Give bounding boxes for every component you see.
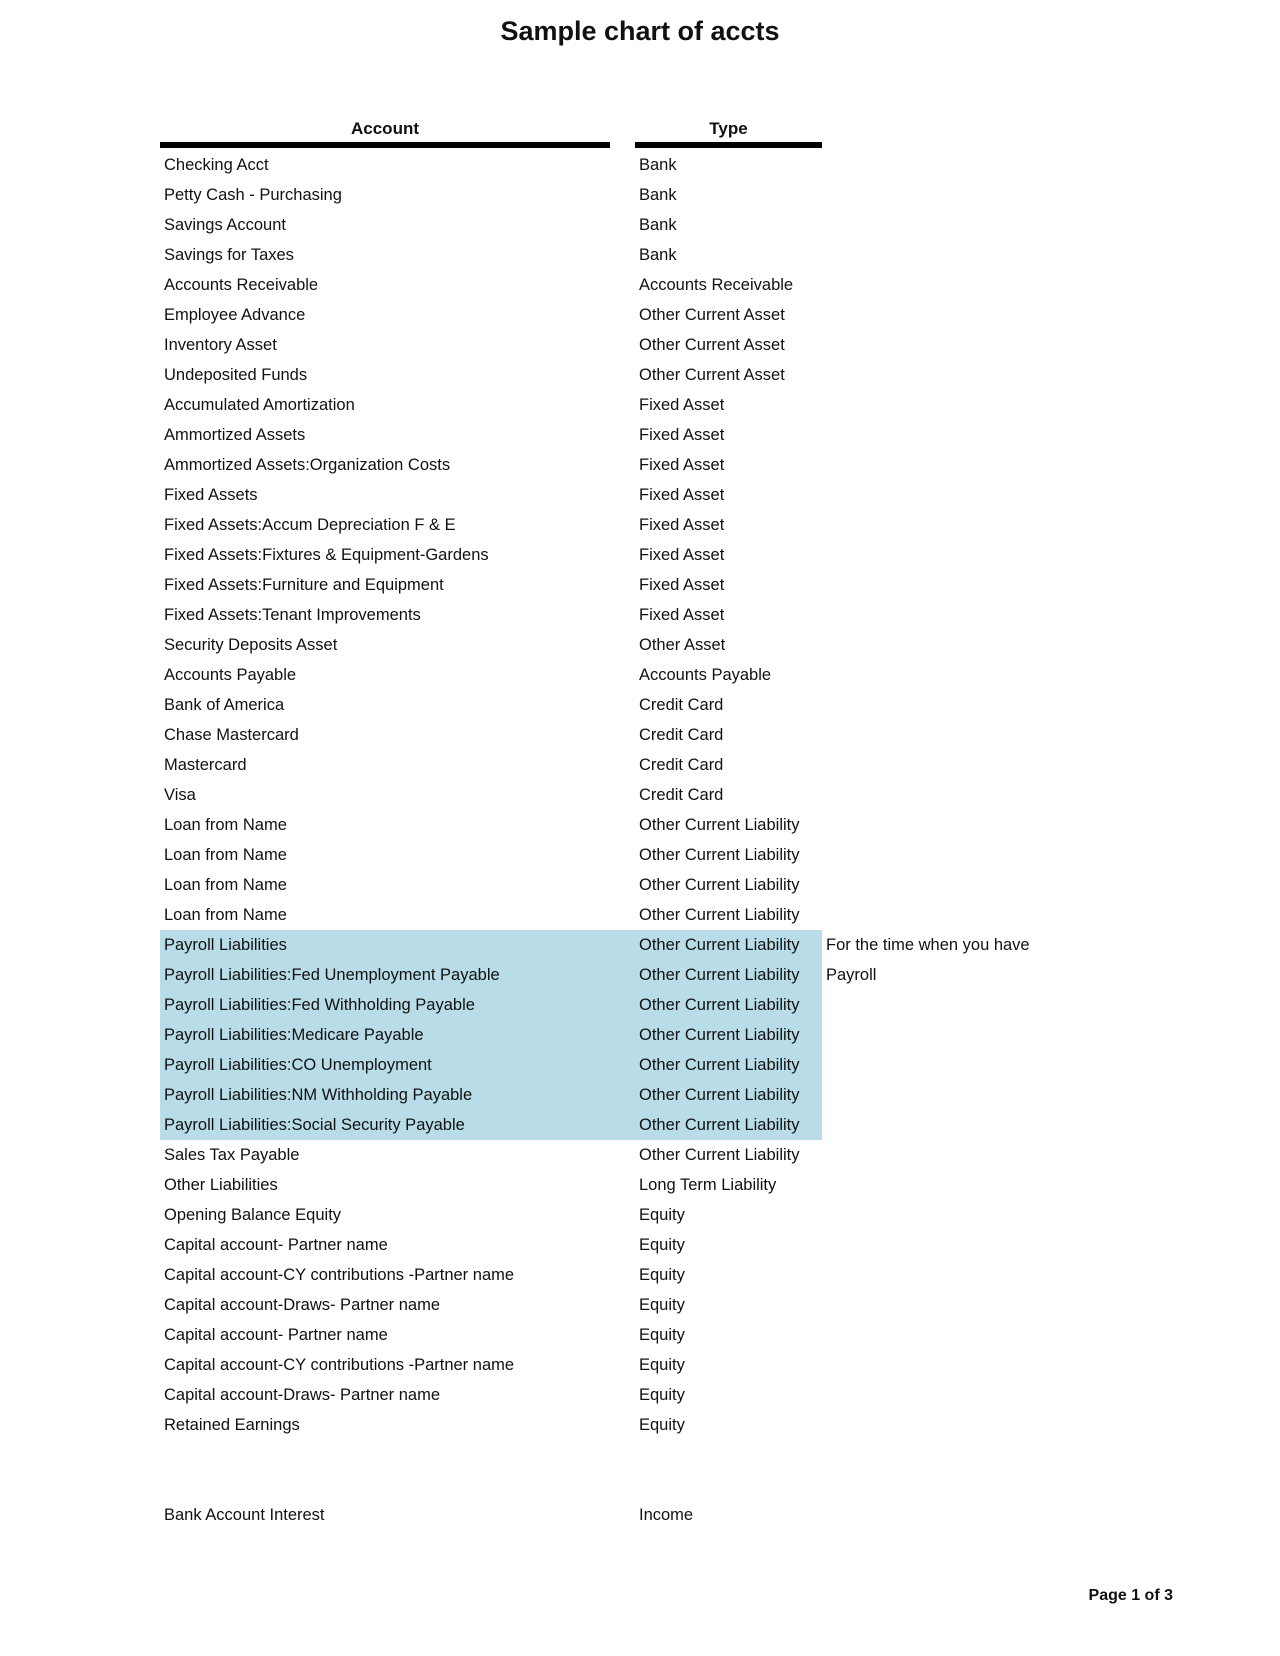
account-name: Capital account-Draws- Partner name [164, 1296, 441, 1314]
account-type: Equity [639, 1416, 685, 1434]
account-type: Accounts Receivable [639, 276, 794, 294]
account-type: Fixed Asset [639, 576, 725, 594]
account-name: Loan from Name [164, 906, 287, 924]
account-type: Other Current Liability [639, 996, 800, 1014]
page-number: Page 1 of 3 [1088, 1587, 1173, 1604]
column-header-type: Type [635, 118, 822, 148]
account-type: Other Current Asset [639, 366, 785, 384]
table-row [160, 1080, 1060, 1110]
account-type: Income [639, 1506, 694, 1524]
account-name: Capital account-CY contributions -Partner name [164, 1356, 515, 1374]
account-type: Bank [639, 216, 677, 234]
table-row [160, 720, 1060, 750]
account-name: Fixed Assets:Fixtures & Equipment-Gardens [164, 546, 489, 564]
table-row [160, 690, 1060, 720]
account-name: Ammortized Assets [164, 426, 306, 444]
account-type: Other Current Asset [639, 336, 785, 354]
table-row [160, 150, 1060, 180]
account-name: Fixed Assets:Furniture and Equipment [164, 576, 444, 594]
account-type: Accounts Payable [639, 666, 772, 684]
table-row [160, 480, 1060, 510]
account-name: Capital account-Draws- Partner name [164, 1386, 441, 1404]
account-name: Fixed Assets [164, 486, 258, 504]
account-name: Fixed Assets:Tenant Improvements [164, 606, 421, 624]
table-row [160, 1140, 1060, 1170]
account-name: Petty Cash - Purchasing [164, 186, 342, 204]
account-type: Other Current Liability [639, 1116, 800, 1134]
account-type: Other Current Liability [639, 846, 800, 864]
account-name: Accumulated Amortization [164, 396, 355, 414]
account-type: Fixed Asset [639, 606, 725, 624]
account-name: Payroll Liabilities:CO Unemployment [164, 1056, 432, 1074]
account-type: Equity [639, 1206, 685, 1224]
column-header-account: Account [160, 118, 610, 148]
table-row [160, 1050, 1060, 1080]
account-name: Payroll Liabilities:Fed Unemployment Payable [164, 966, 500, 984]
table-row [160, 600, 1060, 630]
account-name: Accounts Payable [164, 666, 297, 684]
row-note: For the time when you have [826, 936, 1030, 954]
account-name: Savings for Taxes [164, 246, 294, 264]
table-row [160, 990, 1060, 1020]
account-type: Equity [639, 1296, 685, 1314]
account-name: Payroll Liabilities [164, 936, 287, 954]
account-type: Fixed Asset [639, 426, 725, 444]
account-type: Fixed Asset [639, 486, 725, 504]
account-type: Other Current Liability [639, 936, 800, 954]
table-row [160, 1410, 1060, 1440]
table-row [160, 540, 1060, 570]
account-type: Bank [639, 246, 677, 264]
table-row [160, 1320, 1060, 1350]
account-type: Other Current Liability [639, 816, 800, 834]
account-type: Equity [639, 1356, 685, 1374]
account-name: Capital account- Partner name [164, 1236, 388, 1254]
account-name: Capital account-CY contributions -Partner name [164, 1266, 515, 1284]
account-type: Credit Card [639, 726, 724, 744]
account-type: Fixed Asset [639, 516, 725, 534]
blank-row [160, 1470, 1060, 1500]
table-row [160, 330, 1060, 360]
table-row [160, 1380, 1060, 1410]
account-type: Other Asset [639, 636, 726, 654]
table-row [160, 1290, 1060, 1320]
account-type: Credit Card [639, 696, 724, 714]
account-type: Equity [639, 1266, 685, 1284]
table-row [160, 780, 1060, 810]
account-type: Fixed Asset [639, 456, 725, 474]
account-type: Other Current Asset [639, 306, 785, 324]
account-type: Other Current Liability [639, 1086, 800, 1104]
account-type: Equity [639, 1326, 685, 1344]
account-type: Equity [639, 1386, 685, 1404]
table-row [160, 300, 1060, 330]
table-row [160, 360, 1060, 390]
account-name: Savings Account [164, 216, 286, 234]
table-row [160, 750, 1060, 780]
account-name: Retained Earnings [164, 1416, 300, 1434]
table-row [160, 270, 1060, 300]
account-type: Bank [639, 186, 677, 204]
account-name: Security Deposits Asset [164, 636, 338, 654]
account-type: Bank [639, 156, 677, 174]
account-name: Payroll Liabilities:Fed Withholding Payable [164, 996, 475, 1014]
account-name: Visa [164, 786, 196, 804]
account-name: Bank of America [164, 696, 285, 714]
account-type: Other Current Liability [639, 876, 800, 894]
account-type: Other Current Liability [639, 966, 800, 984]
account-name: Payroll Liabilities:NM Withholding Payable [164, 1086, 473, 1104]
account-name: Undeposited Funds [164, 366, 308, 384]
account-name: Payroll Liabilities:Medicare Payable [164, 1026, 424, 1044]
table-row [160, 420, 1060, 450]
table-row [160, 390, 1060, 420]
row-note: Payroll [826, 966, 877, 984]
table-row [160, 240, 1060, 270]
table-row [160, 1500, 1060, 1530]
account-type: Other Current Liability [639, 1146, 800, 1164]
account-name: Checking Acct [164, 156, 269, 174]
account-type: Other Current Liability [639, 906, 800, 924]
account-name: Capital account- Partner name [164, 1326, 388, 1344]
table-row [160, 1260, 1060, 1290]
account-name: Sales Tax Payable [164, 1146, 300, 1164]
account-name: Chase Mastercard [164, 726, 299, 744]
account-name: Opening Balance Equity [164, 1206, 342, 1224]
account-name: Bank Account Interest [164, 1506, 325, 1524]
table-row [160, 210, 1060, 240]
table-row [160, 1350, 1060, 1380]
table-row [160, 900, 1060, 930]
table-row [160, 630, 1060, 660]
table-row [160, 180, 1060, 210]
account-name: Payroll Liabilities:Social Security Payable [164, 1116, 465, 1134]
account-type: Long Term Liability [639, 1176, 777, 1194]
table-row [160, 450, 1060, 480]
account-type: Fixed Asset [639, 396, 725, 414]
table-row [160, 1110, 1060, 1140]
account-type: Other Current Liability [639, 1056, 800, 1074]
table-row [160, 1200, 1060, 1230]
account-name: Other Liabilities [164, 1176, 278, 1194]
account-name: Fixed Assets:Accum Depreciation F & E [164, 516, 456, 534]
table-row [160, 1170, 1060, 1200]
account-name: Inventory Asset [164, 336, 277, 354]
table-row [160, 1230, 1060, 1260]
account-type: Equity [639, 1236, 685, 1254]
table-row [160, 510, 1060, 540]
page-title: Sample chart of accts [500, 16, 780, 46]
table-row [160, 960, 1060, 990]
account-name: Loan from Name [164, 846, 287, 864]
table-row [160, 840, 1060, 870]
account-name: Mastercard [164, 756, 247, 774]
account-name: Employee Advance [164, 306, 306, 324]
account-type: Credit Card [639, 786, 724, 804]
table-row [160, 660, 1060, 690]
account-type: Fixed Asset [639, 546, 725, 564]
account-name: Ammortized Assets:Organization Costs [164, 456, 451, 474]
account-type: Other Current Liability [639, 1026, 800, 1044]
table-row [160, 1020, 1060, 1050]
account-name: Loan from Name [164, 816, 287, 834]
table-row [160, 570, 1060, 600]
table-row [160, 810, 1060, 840]
table-row [160, 930, 1060, 960]
account-type: Credit Card [639, 756, 724, 774]
table-row [160, 870, 1060, 900]
account-name: Accounts Receivable [164, 276, 319, 294]
account-list [160, 150, 1060, 1530]
account-name: Loan from Name [164, 876, 287, 894]
blank-row [160, 1440, 1060, 1470]
